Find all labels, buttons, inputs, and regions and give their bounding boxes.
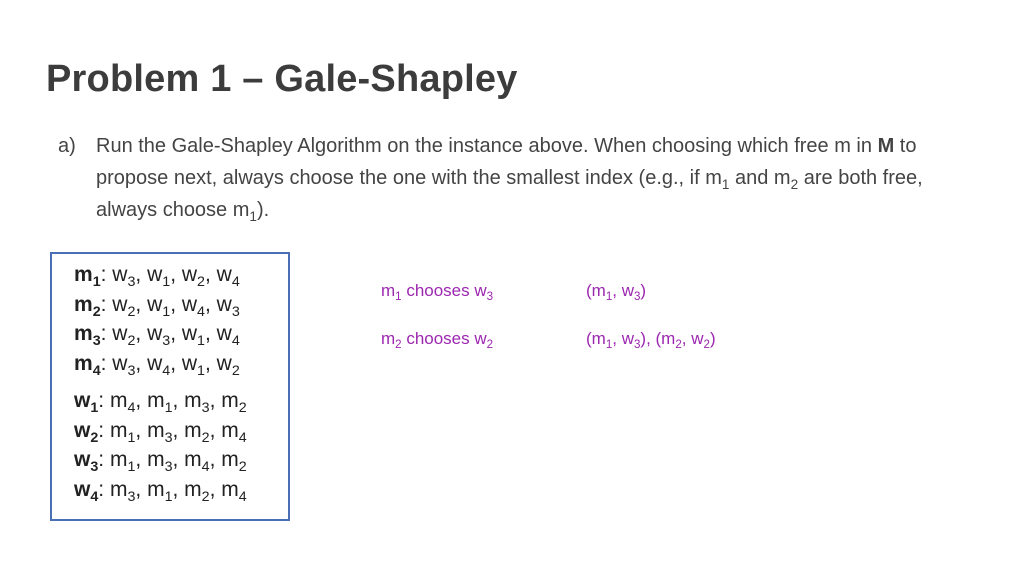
pref-letter: w [112,263,128,286]
pref-index: 1 [162,273,171,290]
pref-index: 2 [238,458,247,475]
step-text: w [474,329,487,348]
person-index: 1 [92,273,101,290]
step-text: m [381,281,396,300]
step-text: w [474,281,487,300]
pref-index: 3 [164,429,173,446]
preference-row: $m_1$: $w_3$, $w_1$, $w_2$, $w_4$ [74,263,240,290]
step-sub: 1 [605,291,613,304]
pref-index: 2 [231,362,240,379]
step-sub: 3 [633,291,641,304]
person-index: 2 [92,303,101,320]
person-letter: m [74,351,93,375]
step-text: , w [612,281,634,300]
person-letter: m [74,292,93,316]
pref-letter: m [109,477,128,501]
pref-index: 1 [127,458,136,475]
step-text: , (m [646,329,676,348]
pref-index: 4 [127,399,136,416]
pref-index: 4 [231,332,240,349]
pref-letter: w [181,263,198,286]
step-text: (m [586,329,606,348]
question-sub: 1 [721,176,730,192]
pref-letter: w [181,322,198,345]
preference-row: $m_4$: $w_3$, $w_4$, $w_1$, $w_2$ [74,351,240,379]
step-text: , w [681,329,704,348]
pref-index: 2 [238,399,247,416]
person-name [74,322,101,349]
step-sub: 2 [395,339,402,352]
pref-index: 4 [162,362,171,379]
question-part: to propose next, always choose the one with the smallest index (e.g., if m [96,135,917,189]
question-part: and m [729,167,791,189]
pref-letter: m [184,418,202,442]
step-2-matching [586,329,716,352]
pref-letter: w [147,292,163,316]
person-name [74,389,99,416]
question-part: ). [256,199,270,221]
step-text: chooses [401,329,475,348]
pref-index: 1 [162,303,171,320]
pref-index: 2 [197,273,205,290]
pref-index: 4 [238,429,247,446]
pref-letter: w [181,292,198,316]
question-bold-set: M [877,135,895,157]
step-2-action [381,329,494,352]
preference-row: $m_2$: $w_2$, $w_1$, $w_4$, $w_3$ [74,292,240,320]
preference-row: $w_3$: $m_1$, $m_3$, $m_4$, $m_2$ [74,448,247,475]
pref-letter: w [112,292,128,316]
person-letter: w [74,389,91,412]
question-sub: 2 [790,176,799,192]
step-1-matching [586,281,647,304]
pref-index: 1 [164,488,173,505]
pref-letter: w [147,351,163,375]
person-name [74,263,101,290]
step-sub: 3 [633,339,641,352]
pref-index: 3 [127,362,136,379]
preference-row: $m_3$: $w_2$, $w_3$, $w_1$, $w_4$ [74,322,240,349]
question-a [58,130,988,226]
question-label: a) [58,135,76,157]
person-index: 3 [92,332,101,349]
pref-letter: m [109,448,128,471]
pref-index: 4 [238,488,247,505]
pref-index: 3 [164,458,173,475]
pref-index: 1 [127,429,136,446]
step-text: (m [586,281,606,300]
pref-index: 1 [164,399,173,416]
pref-letter: w [216,322,232,345]
person-name [74,351,101,379]
pref-letter: m [184,477,202,501]
pref-letter: w [181,351,198,375]
pref-letter: m [184,448,202,471]
step-sub: 2 [703,339,710,352]
question-part: Run the Gale-Shapley Algorithm on the instance above. When choosing which free m in [96,135,878,157]
pref-letter: m [184,389,202,412]
pref-letter: w [112,322,128,345]
pref-letter: m [147,448,165,471]
person-letter: w [74,418,91,442]
step-sub: 2 [675,339,682,352]
question-sub: 1 [249,208,257,224]
person-index: 1 [90,399,99,416]
pref-index: 3 [127,273,136,290]
slide-title: Problem 1 – Gale-Shapley [46,58,518,100]
step-text: ) [709,329,716,348]
pref-letter: m [147,477,165,501]
pref-letter: w [216,263,232,286]
pref-index: 2 [127,303,136,320]
person-index: 4 [92,362,101,379]
preference-row: $w_1$: $m_4$, $m_1$, $m_3$, $m_2$ [74,389,247,416]
pref-index: 4 [197,303,205,320]
question-text [96,130,988,226]
pref-letter: w [147,322,163,345]
men-preferences [74,260,288,378]
pref-letter: m [221,389,239,412]
person-name [74,448,99,475]
step-sub: 1 [395,291,402,304]
preferences-box [50,252,290,521]
pref-index: 2 [127,332,136,349]
pref-letter: w [147,263,163,286]
pref-letter: m [109,418,128,442]
pref-index: 4 [201,458,210,475]
person-name [74,292,101,320]
pref-letter: m [221,448,239,471]
step-text: chooses [401,281,475,300]
preference-row: $w_4$: $m_3$, $m_1$, $m_2$, $m_4$ [74,477,247,505]
pref-index: 3 [162,332,171,349]
pref-letter: m [147,389,165,412]
pref-index: 4 [231,273,240,290]
pref-letter: m [221,477,239,501]
person-index: 4 [90,488,99,505]
step-1-action [381,281,494,304]
pref-letter: w [112,351,128,375]
person-letter: m [74,263,93,286]
pref-index: 1 [197,362,205,379]
pref-letter: m [147,418,165,442]
step-text: m [381,329,396,348]
pref-letter: m [109,389,128,412]
pref-letter: w [216,292,232,316]
person-index: 3 [90,458,99,475]
pref-index: 2 [201,429,210,446]
pref-letter: w [216,351,232,375]
preference-row: $w_2$: $m_1$, $m_3$, $m_2$, $m_4$ [74,418,247,446]
step-text: , w [612,329,634,348]
step-text: ) [640,329,647,348]
step-text: ) [640,281,647,300]
pref-index: 3 [127,488,136,505]
pref-index: 3 [201,399,210,416]
person-name [74,418,99,446]
step-sub: 1 [605,339,613,352]
step-sub: 3 [486,291,494,304]
step-sub: 2 [486,339,494,352]
person-letter: m [74,322,93,345]
pref-index: 2 [201,488,210,505]
pref-index: 3 [231,303,240,320]
person-letter: w [74,477,91,501]
women-preferences [74,386,288,504]
pref-index: 1 [197,332,205,349]
person-index: 2 [90,429,99,446]
person-letter: w [74,448,91,471]
person-name [74,477,99,505]
pref-letter: m [221,418,239,442]
question-part: are both free, always choose m [96,167,923,221]
